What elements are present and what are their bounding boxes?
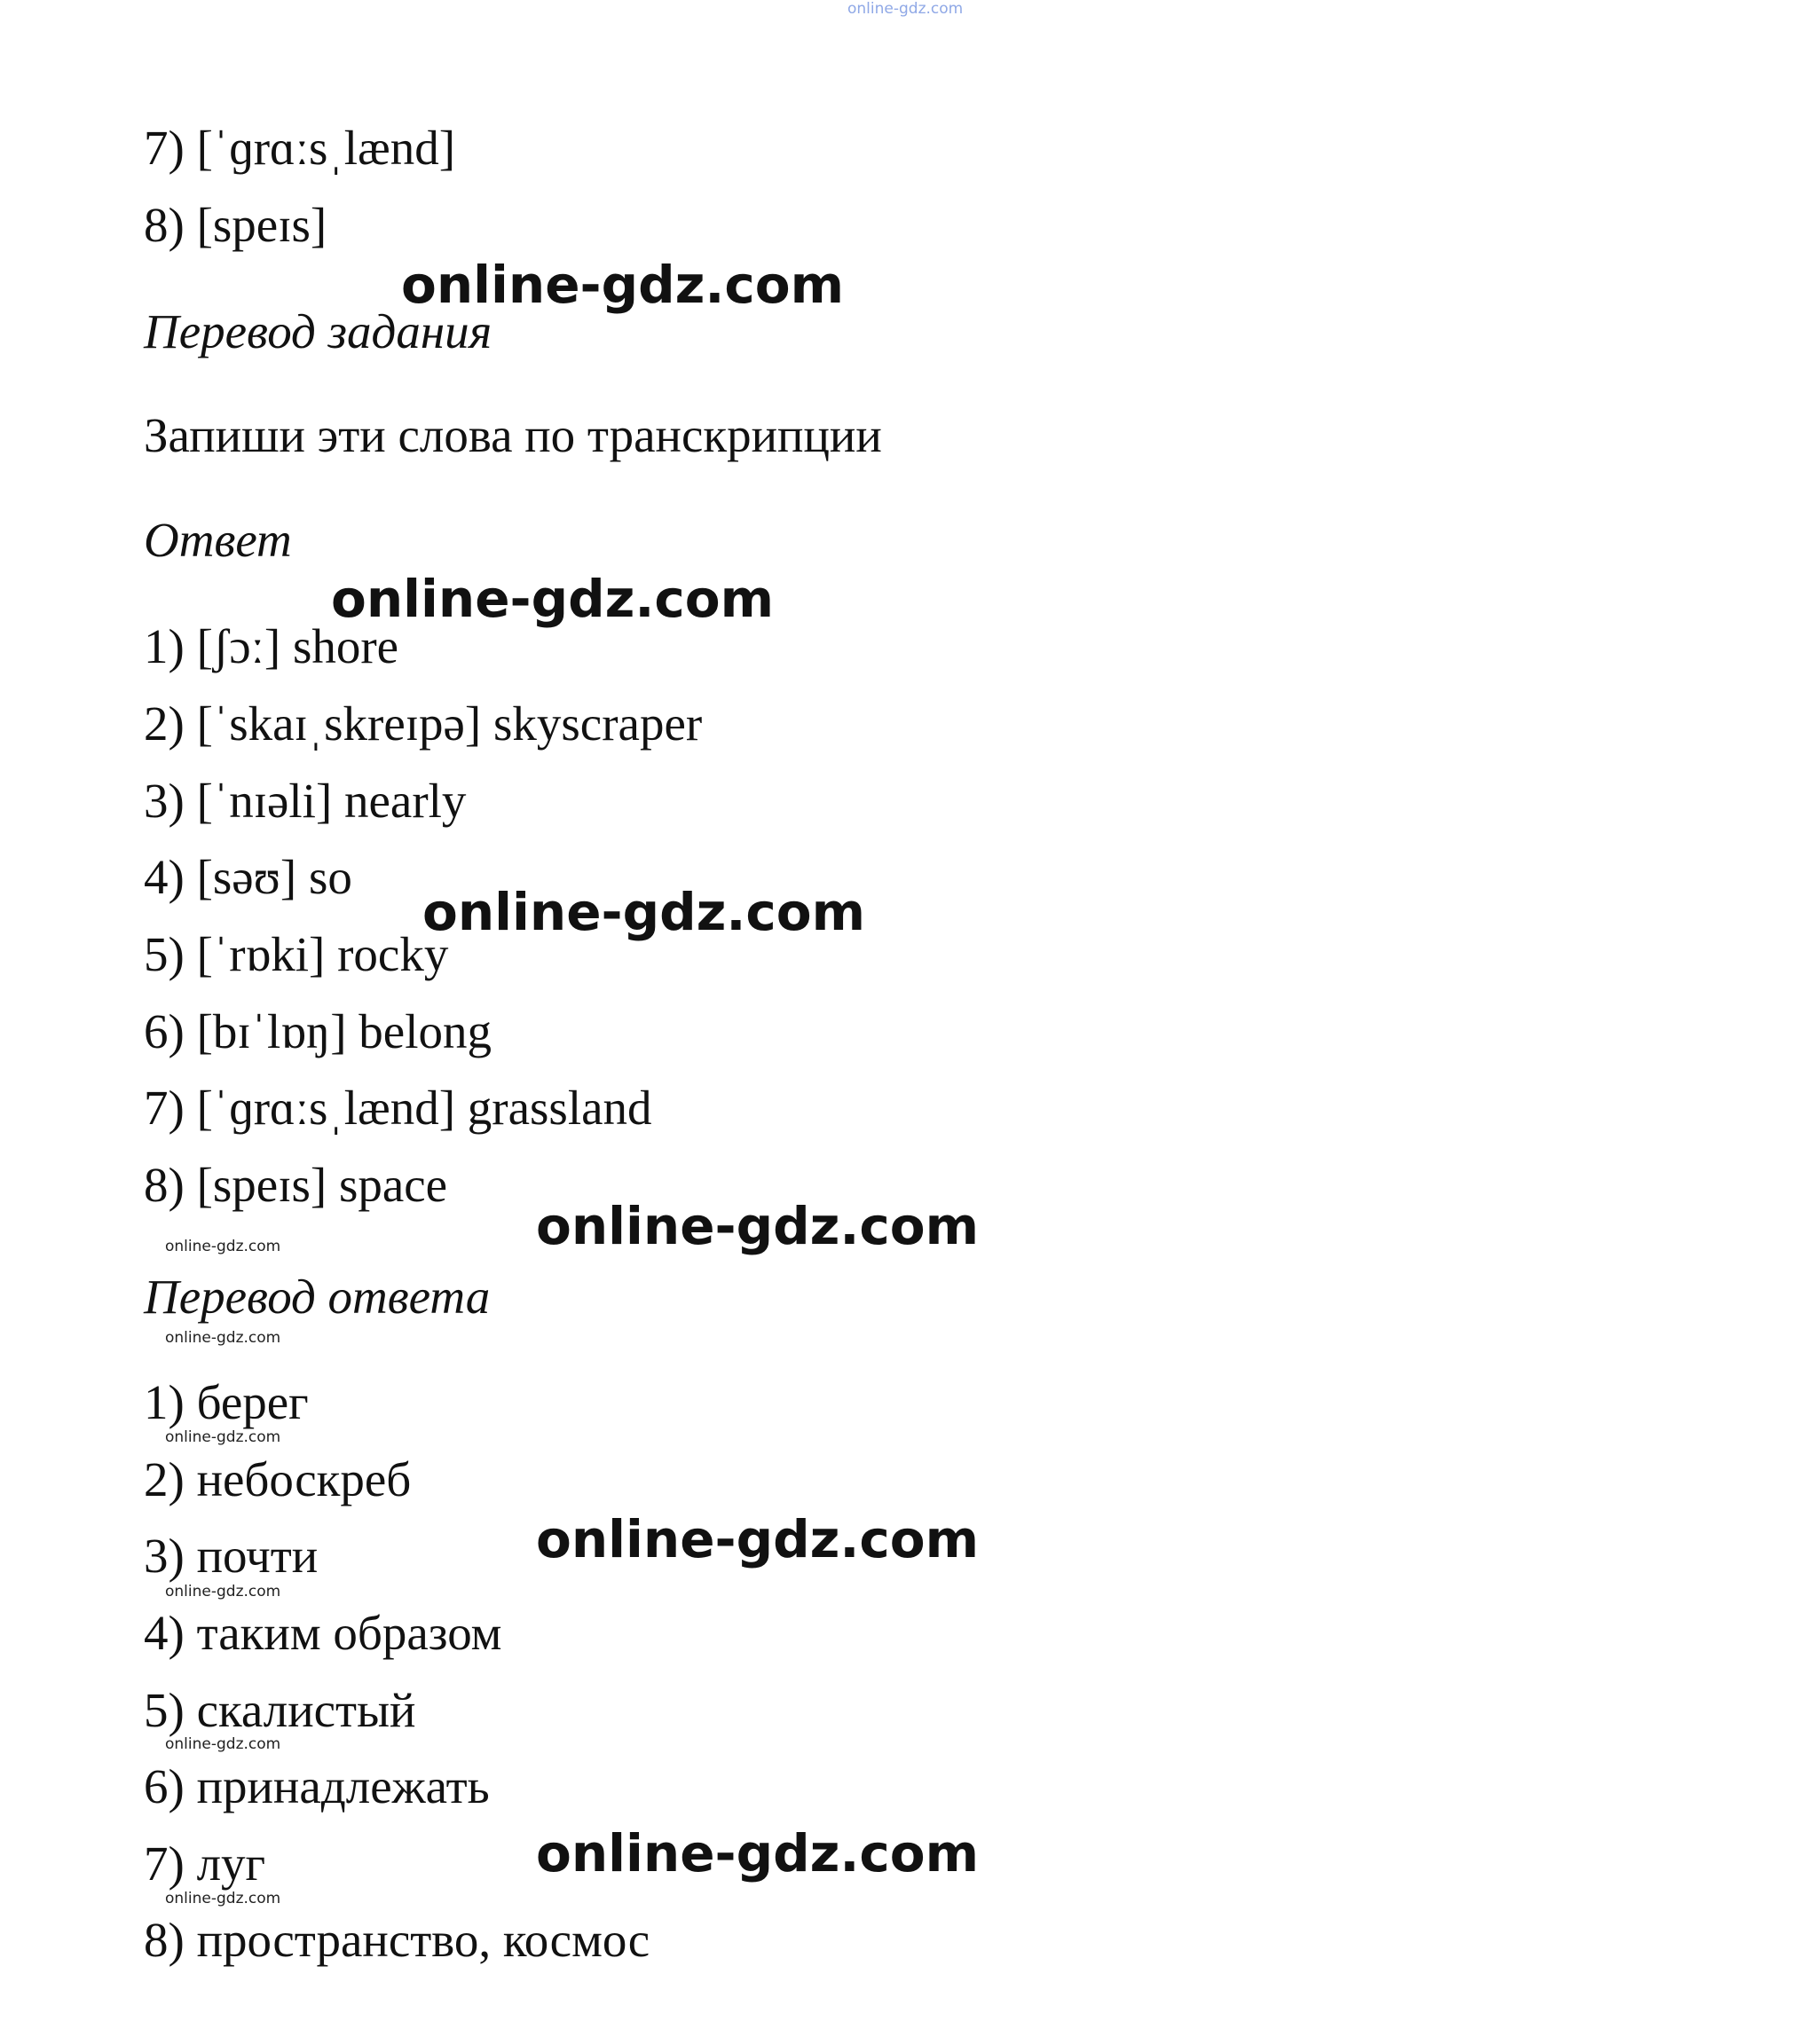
translation-item-6: 6) принадлежать (144, 1759, 490, 1813)
answer-item-5: 5) [ˈrɒki] rocky (144, 927, 449, 981)
watermark-small-4: online-gdz.com (165, 1583, 281, 1600)
answer-item-8: 8) [speɪs] space (144, 1158, 448, 1212)
translation-item-7: 7) луг (144, 1836, 266, 1891)
task-translation-heading: Перевод задания (144, 304, 492, 358)
watermark-large-2: online-gdz.com (331, 569, 775, 629)
watermark-large-1: online-gdz.com (401, 255, 845, 315)
translation-item-2: 2) небоскреб (144, 1452, 412, 1506)
watermark-small-2: online-gdz.com (165, 1329, 281, 1347)
watermark-large-6: online-gdz.com (536, 1823, 980, 1884)
translation-item-5: 5) скалистый (144, 1683, 416, 1737)
translation-item-8: 8) пространство, космос (144, 1913, 650, 1967)
translation-item-1: 1) берег (144, 1375, 309, 1429)
watermark-small-6: online-gdz.com (165, 1890, 281, 1907)
answer-item-4: 4) [səʊ] so (144, 850, 352, 904)
top-line-2: 8) [speɪs] (144, 198, 327, 252)
translation-item-3: 3) почти (144, 1529, 319, 1583)
watermark-large-4: online-gdz.com (536, 1196, 980, 1256)
top-line-1: 7) [ˈɡrɑːsˌlænd] (144, 121, 456, 175)
task-translation-text: Запиши эти слова по транскрипции (144, 408, 882, 462)
header-watermark: online-gdz.com (847, 0, 964, 18)
answer-item-6: 6) [bɪˈlɒŋ] belong (144, 1004, 492, 1058)
watermark-large-5: online-gdz.com (536, 1509, 980, 1569)
answer-item-1: 1) [ʃɔː] shore (144, 619, 399, 673)
watermark-large-3: online-gdz.com (422, 882, 866, 942)
translation-item-4: 4) таким образом (144, 1606, 502, 1660)
answer-heading: Ответ (144, 513, 292, 567)
watermark-small-1: online-gdz.com (165, 1238, 281, 1255)
watermark-small-5: online-gdz.com (165, 1735, 281, 1753)
answer-item-7: 7) [ˈɡrɑːsˌlænd] grassland (144, 1081, 652, 1135)
watermark-small-3: online-gdz.com (165, 1428, 281, 1446)
answer-item-3: 3) [ˈnɪəli] nearly (144, 774, 467, 828)
answer-translation-heading: Перевод ответа (144, 1270, 491, 1324)
answer-item-2: 2) [ˈskaɪˌskreɪpə] skyscraper (144, 696, 703, 751)
